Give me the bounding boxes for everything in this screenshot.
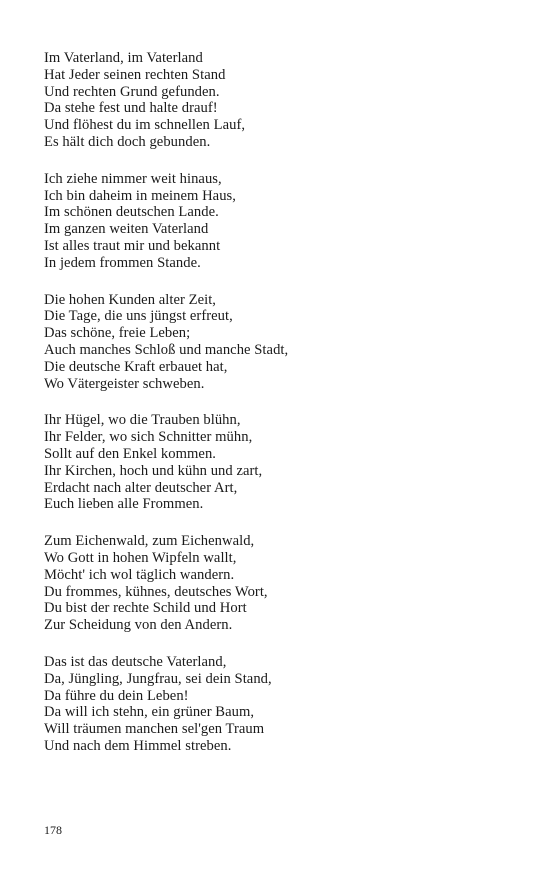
stanza	[44, 171, 524, 272]
stanza	[44, 533, 524, 634]
verse-line: Du frommes, kühnes, deutsches Wort,	[44, 583, 268, 600]
page-number: 178	[44, 823, 62, 837]
verse-line: Im Vaterland, im Vaterland	[44, 50, 203, 66]
verse-line: Erdacht nach alter deutscher Art,	[44, 479, 238, 496]
verse-line: Und nach dem Himmel streben.	[44, 737, 232, 754]
verse-line: Da will ich stehn, ein grüner Baum,	[44, 704, 255, 721]
verse-line: Wo Gott in hohen Wipfeln wallt,	[44, 549, 237, 566]
verse-line: Die hohen Kunden alter Zeit,	[44, 291, 217, 308]
verse-line: Und flöhest du im schnellen Lauf,	[44, 117, 246, 134]
verse-line: Das ist das deutsche Vaterland,	[44, 653, 227, 670]
verse-line: Möcht' ich wol täglich wandern.	[44, 566, 235, 583]
verse-line: Da stehe fest und halte drauf!	[44, 100, 218, 117]
verse-line: Du bist der rechte Schild und Hort	[44, 600, 247, 617]
verse-line: Will träumen manchen sel'gen Traum	[44, 721, 265, 738]
verse-line: Und rechten Grund gefunden.	[44, 83, 220, 100]
verse-line: Ihr Hügel, wo die Trauben blühn,	[44, 412, 241, 429]
verse-line: Euch lieben alle Frommen.	[44, 496, 204, 513]
verse-line: Die Tage, die uns jüngst erfreut,	[44, 308, 233, 325]
stanza	[44, 292, 524, 393]
verse-line: Im schönen deutschen Lande.	[44, 204, 219, 221]
verse-line: Ihr Felder, wo sich Schnitter mühn,	[44, 429, 253, 446]
verse-line: Im ganzen weiten Vaterland	[44, 221, 209, 238]
verse-line: Ist alles traut mir und bekannt	[44, 237, 221, 254]
verse-line: Da, Jüngling, Jungfrau, sei dein Stand,	[44, 670, 272, 687]
verse-line: Da führe du dein Leben!	[44, 687, 189, 704]
verse-line: Sollt auf den Enkel kommen.	[44, 445, 216, 462]
verse-line: Das schöne, freie Leben;	[44, 325, 191, 342]
verse-line: In jedem frommen Stande.	[44, 254, 201, 271]
stanza	[44, 412, 524, 513]
poem-body	[44, 50, 524, 775]
stanza	[44, 654, 524, 755]
verse-line: Ich ziehe nimmer weit hinaus,	[44, 170, 222, 187]
verse-line: Es hält dich doch gebunden.	[44, 133, 211, 150]
verse-line: Ihr Kirchen, hoch und kühn und zart,	[44, 462, 263, 479]
verse-line: Hat Jeder seinen rechten Stand	[44, 66, 226, 83]
verse-line: Wo Vätergeister schweben.	[44, 375, 205, 392]
verse-line: Ich bin daheim in meinem Haus,	[44, 187, 236, 204]
verse-line: Zur Scheidung von den Andern.	[44, 617, 233, 634]
verse-line: Die deutsche Kraft erbauet hat,	[44, 358, 228, 375]
verse-line: Zum Eichenwald, zum Eichenwald,	[44, 533, 255, 550]
stanza	[44, 50, 524, 151]
verse-line: Auch manches Schloß und manche Stadt,	[44, 341, 289, 358]
